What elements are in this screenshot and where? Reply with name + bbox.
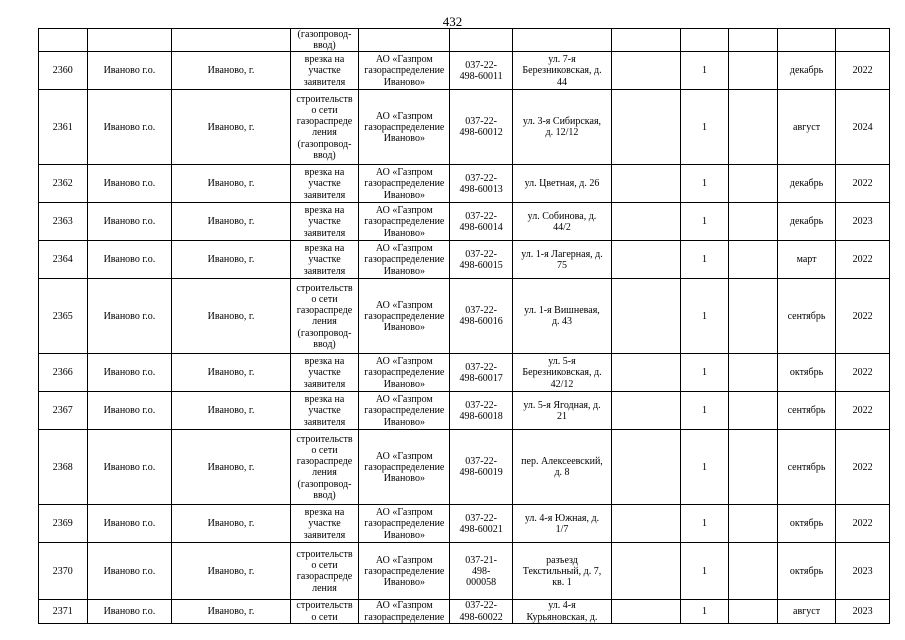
- cell-year: 2022: [836, 505, 890, 543]
- continuation-cell: [729, 29, 778, 52]
- cell-empty: [612, 90, 681, 165]
- cell-empty: [729, 392, 778, 430]
- cell-empty: [612, 279, 681, 354]
- cell-empty: [612, 354, 681, 392]
- cell-empty: [729, 165, 778, 203]
- cell-address: ул. 4-я Курьяновская, д.: [512, 600, 611, 623]
- cell-organization: АО «Газпром газораспределение Иваново»: [359, 354, 450, 392]
- table-row: [39, 600, 890, 623]
- cell-empty: [612, 430, 681, 505]
- cell-code: 037-21- 498- 000058: [450, 543, 513, 600]
- cell-locality: Иваново, г.: [172, 505, 290, 543]
- cell-organization: АО «Газпром газораспределение: [359, 600, 450, 623]
- cell-empty: [612, 392, 681, 430]
- continuation-cell: (газопровод- ввод): [290, 29, 359, 52]
- cell-quantity: 1: [680, 52, 729, 90]
- cell-empty: [729, 279, 778, 354]
- cell-municipality: Иваново г.о.: [87, 52, 172, 90]
- cell-number: 2370: [39, 543, 88, 600]
- cell-empty: [729, 203, 778, 241]
- cell-year: 2022: [836, 165, 890, 203]
- table-row: [39, 203, 890, 241]
- cell-empty: [612, 505, 681, 543]
- continuation-cell: [836, 29, 890, 52]
- cell-address: ул. 1-я Вишневая, д. 43: [512, 279, 611, 354]
- cell-number: 2363: [39, 203, 88, 241]
- cell-code: 037-22- 498-60019: [450, 430, 513, 505]
- cell-municipality: Иваново г.о.: [87, 543, 172, 600]
- cell-municipality: Иваново г.о.: [87, 90, 172, 165]
- cell-quantity: 1: [680, 354, 729, 392]
- cell-month: декабрь: [777, 52, 836, 90]
- cell-year: 2022: [836, 241, 890, 279]
- cell-number: 2367: [39, 392, 88, 430]
- cell-locality: Иваново, г.: [172, 52, 290, 90]
- cell-locality: Иваново, г.: [172, 203, 290, 241]
- cell-number: 2364: [39, 241, 88, 279]
- cell-code: 037-22- 498-60013: [450, 165, 513, 203]
- cell-address: ул. 5-я Ягодная, д. 21: [512, 392, 611, 430]
- cell-quantity: 1: [680, 279, 729, 354]
- cell-month: декабрь: [777, 165, 836, 203]
- continuation-cell: [359, 29, 450, 52]
- cell-month: август: [777, 90, 836, 165]
- cell-code: 037-22- 498-60014: [450, 203, 513, 241]
- cell-municipality: Иваново г.о.: [87, 279, 172, 354]
- cell-organization: АО «Газпром газораспределение Иваново»: [359, 392, 450, 430]
- cell-code: 037-22- 498-60018: [450, 392, 513, 430]
- registry-table: [38, 28, 890, 624]
- continuation-cell: [777, 29, 836, 52]
- cell-year: 2023: [836, 203, 890, 241]
- table-row: [39, 241, 890, 279]
- cell-work-type: врезка на участке заявителя: [290, 203, 359, 241]
- cell-address: ул. 4-я Южная, д. 1/7: [512, 505, 611, 543]
- cell-work-type: врезка на участке заявителя: [290, 165, 359, 203]
- cell-code: 037-22- 498-60022: [450, 600, 513, 623]
- cell-quantity: 1: [680, 203, 729, 241]
- cell-month: октябрь: [777, 505, 836, 543]
- continuation-cell: [450, 29, 513, 52]
- continuation-cell: [172, 29, 290, 52]
- cell-empty: [729, 543, 778, 600]
- cell-locality: Иваново, г.: [172, 279, 290, 354]
- cell-organization: АО «Газпром газораспределение Иваново»: [359, 505, 450, 543]
- cell-quantity: 1: [680, 430, 729, 505]
- continuation-cell: [612, 29, 681, 52]
- cell-address: ул. Собинова, д. 44/2: [512, 203, 611, 241]
- cell-quantity: 1: [680, 600, 729, 623]
- cell-code: 037-22- 498-60016: [450, 279, 513, 354]
- table-row: [39, 430, 890, 505]
- cell-empty: [612, 203, 681, 241]
- cell-organization: АО «Газпром газораспределение Иваново»: [359, 52, 450, 90]
- cell-address: разъезд Текстильный, д. 7, кв. 1: [512, 543, 611, 600]
- cell-locality: Иваново, г.: [172, 392, 290, 430]
- cell-number: 2361: [39, 90, 88, 165]
- table-row: [39, 354, 890, 392]
- cell-year: 2022: [836, 279, 890, 354]
- continuation-cell: [512, 29, 611, 52]
- cell-code: 037-22- 498-60012: [450, 90, 513, 165]
- cell-year: 2022: [836, 52, 890, 90]
- cell-work-type: врезка на участке заявителя: [290, 241, 359, 279]
- cell-work-type: врезка на участке заявителя: [290, 52, 359, 90]
- cell-work-type: строительств о сети: [290, 600, 359, 623]
- cell-month: сентябрь: [777, 279, 836, 354]
- table-row: [39, 505, 890, 543]
- cell-empty: [729, 600, 778, 623]
- table-row: [39, 543, 890, 600]
- cell-work-type: строительств о сети газораспреде ления: [290, 543, 359, 600]
- table-body: [39, 29, 890, 624]
- cell-organization: АО «Газпром газораспределение Иваново»: [359, 543, 450, 600]
- cell-work-type: строительств о сети газораспреде ления (газопровод- ввод): [290, 430, 359, 505]
- cell-empty: [612, 241, 681, 279]
- cell-empty: [729, 241, 778, 279]
- cell-quantity: 1: [680, 505, 729, 543]
- cell-month: сентябрь: [777, 392, 836, 430]
- cell-address: ул. 1-я Лагерная, д. 75: [512, 241, 611, 279]
- cell-empty: [729, 505, 778, 543]
- cell-address: ул. 5-я Березниковская, д. 42/12: [512, 354, 611, 392]
- cell-month: октябрь: [777, 543, 836, 600]
- cell-number: 2360: [39, 52, 88, 90]
- continuation-cell: [39, 29, 88, 52]
- cell-locality: Иваново, г.: [172, 241, 290, 279]
- cell-code: 037-22- 498-60017: [450, 354, 513, 392]
- cell-number: 2362: [39, 165, 88, 203]
- cell-quantity: 1: [680, 543, 729, 600]
- cell-month: август: [777, 600, 836, 623]
- cell-quantity: 1: [680, 241, 729, 279]
- cell-empty: [612, 600, 681, 623]
- cell-work-type: врезка на участке заявителя: [290, 354, 359, 392]
- cell-year: 2022: [836, 354, 890, 392]
- cell-work-type: строительств о сети газораспреде ления (газопровод- ввод): [290, 90, 359, 165]
- cell-address: пер. Алексеевский, д. 8: [512, 430, 611, 505]
- cell-locality: Иваново, г.: [172, 354, 290, 392]
- cell-municipality: Иваново г.о.: [87, 505, 172, 543]
- cell-empty: [729, 52, 778, 90]
- page-number: 432: [442, 14, 463, 29]
- cell-address: ул. Цветная, д. 26: [512, 165, 611, 203]
- cell-month: март: [777, 241, 836, 279]
- cell-municipality: Иваново г.о.: [87, 241, 172, 279]
- cell-number: 2368: [39, 430, 88, 505]
- cell-number: 2366: [39, 354, 88, 392]
- cell-code: 037-22- 498-60021: [450, 505, 513, 543]
- cell-empty: [729, 430, 778, 505]
- table-row: [39, 279, 890, 354]
- cell-year: 2024: [836, 90, 890, 165]
- cell-municipality: Иваново г.о.: [87, 354, 172, 392]
- cell-empty: [612, 165, 681, 203]
- cell-code: 037-22- 498-60011: [450, 52, 513, 90]
- cell-address: ул. 7-я Березниковская, д. 44: [512, 52, 611, 90]
- table-row-continuation: [39, 29, 890, 52]
- cell-locality: Иваново, г.: [172, 600, 290, 623]
- cell-year: 2022: [836, 430, 890, 505]
- cell-number: 2369: [39, 505, 88, 543]
- cell-work-type: врезка на участке заявителя: [290, 505, 359, 543]
- cell-locality: Иваново, г.: [172, 165, 290, 203]
- table-row: [39, 165, 890, 203]
- cell-empty: [612, 543, 681, 600]
- cell-number: 2371: [39, 600, 88, 623]
- cell-month: октябрь: [777, 354, 836, 392]
- cell-organization: АО «Газпром газораспределение Иваново»: [359, 203, 450, 241]
- cell-empty: [612, 52, 681, 90]
- cell-municipality: Иваново г.о.: [87, 203, 172, 241]
- cell-year: 2023: [836, 543, 890, 600]
- cell-empty: [729, 354, 778, 392]
- cell-quantity: 1: [680, 165, 729, 203]
- cell-municipality: Иваново г.о.: [87, 430, 172, 505]
- cell-municipality: Иваново г.о.: [87, 392, 172, 430]
- cell-number: 2365: [39, 279, 88, 354]
- cell-year: 2023: [836, 600, 890, 623]
- continuation-cell: [87, 29, 172, 52]
- cell-organization: АО «Газпром газораспределение Иваново»: [359, 165, 450, 203]
- cell-year: 2022: [836, 392, 890, 430]
- cell-municipality: Иваново г.о.: [87, 165, 172, 203]
- continuation-cell: [680, 29, 729, 52]
- table-row: [39, 52, 890, 90]
- cell-empty: [729, 90, 778, 165]
- table-row: [39, 90, 890, 165]
- cell-work-type: врезка на участке заявителя: [290, 392, 359, 430]
- cell-quantity: 1: [680, 392, 729, 430]
- cell-locality: Иваново, г.: [172, 90, 290, 165]
- cell-municipality: Иваново г.о.: [87, 600, 172, 623]
- cell-locality: Иваново, г.: [172, 543, 290, 600]
- table-row: [39, 392, 890, 430]
- cell-organization: АО «Газпром газораспределение Иваново»: [359, 90, 450, 165]
- cell-month: декабрь: [777, 203, 836, 241]
- cell-month: сентябрь: [777, 430, 836, 505]
- cell-organization: АО «Газпром газораспределение Иваново»: [359, 241, 450, 279]
- cell-code: 037-22- 498-60015: [450, 241, 513, 279]
- cell-quantity: 1: [680, 90, 729, 165]
- cell-organization: АО «Газпром газораспределение Иваново»: [359, 279, 450, 354]
- cell-work-type: строительств о сети газораспреде ления (газопровод- ввод): [290, 279, 359, 354]
- cell-organization: АО «Газпром газораспределение Иваново»: [359, 430, 450, 505]
- cell-locality: Иваново, г.: [172, 430, 290, 505]
- cell-address: ул. 3-я Сибирская, д. 12/12: [512, 90, 611, 165]
